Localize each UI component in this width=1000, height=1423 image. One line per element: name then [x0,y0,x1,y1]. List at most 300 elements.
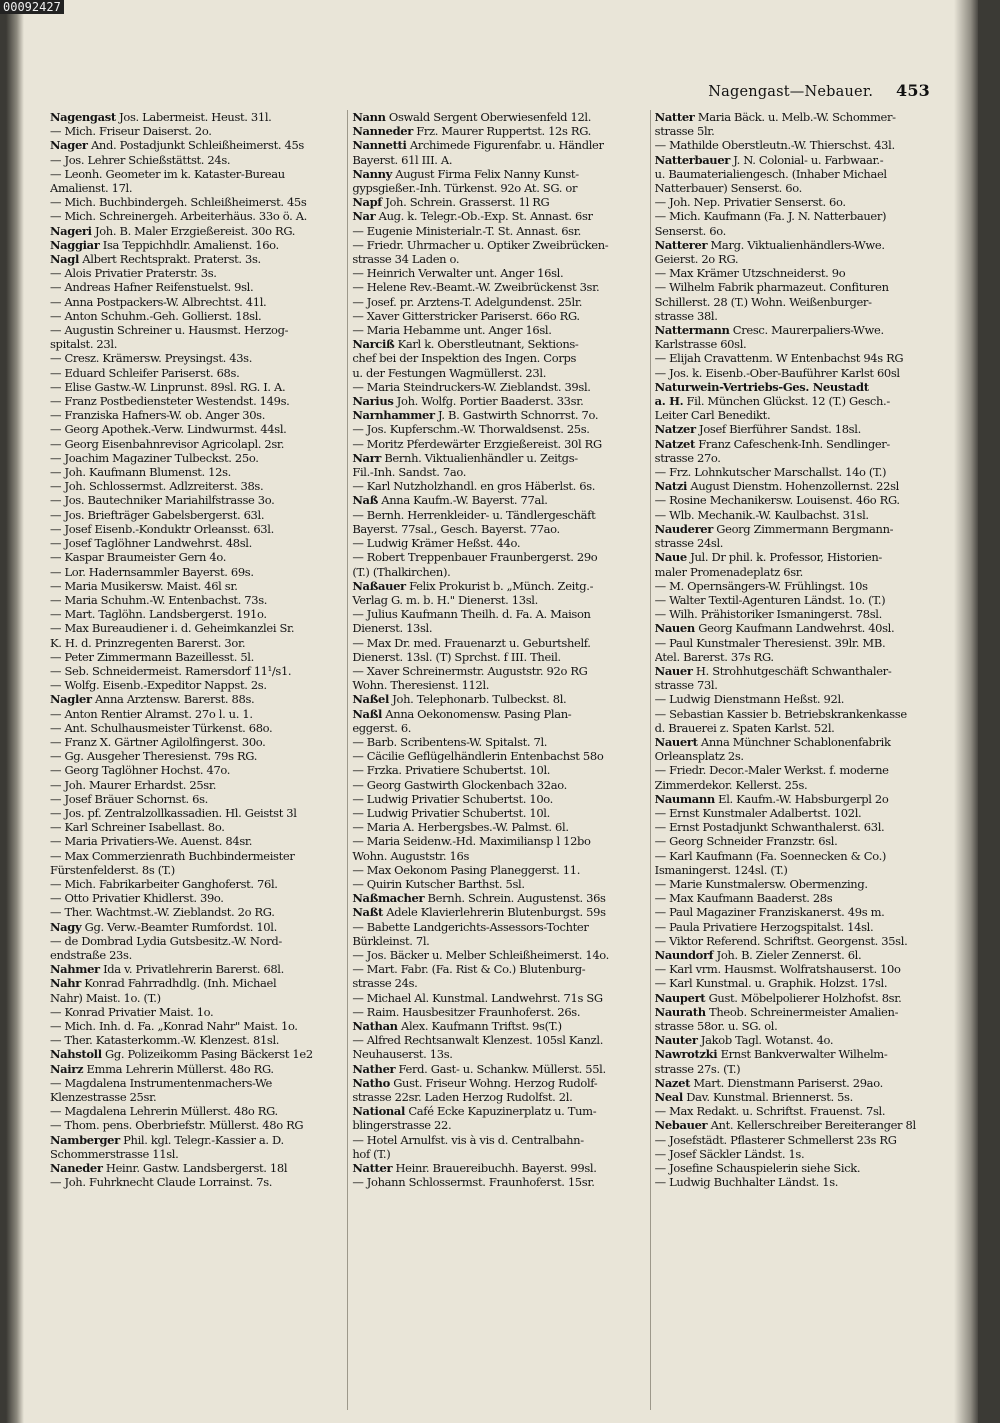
entry-details: Adele Klavierlehrerin Blutenburgst. 59s [382,905,606,920]
entry-details: Oswald Sergent Oberwiesenfeld 12l. [385,110,592,124]
directory-entry-line [655,238,946,252]
entry-surname: Nar [352,209,376,224]
entry-details: — Maria Schuhm.-W. Entenbachst. 73s. [50,592,268,607]
entry-details: — Kaspar Braumeister Gern 4o. [50,550,227,565]
entry-details: Jakob Tagl. Wotanst. 4o. [697,1033,834,1048]
entry-details: — Elijah Cravattenm. W Entenbachst 94s RG [654,351,904,366]
entry-details: — Babette Landgerichts-Assessors-Tochter [352,919,589,934]
entry-details: Geierst. 2o RG. [654,252,739,267]
entry-details: Karl k. Oberstleutnant, Sektions- [394,337,579,352]
entry-details: Alex. Kaufmann Triftst. 9s(T.) [397,1019,562,1033]
entry-surname: Naß [352,493,378,508]
directory-entry-line [50,934,341,948]
directory-entry-line [352,465,643,479]
directory-entry-line [50,266,341,280]
entry-details: — Karl Schreiner Isabellast. 8o. [50,820,225,835]
entry-surname: Nannetti [352,138,407,153]
directory-entry-line [50,891,341,905]
directory-entry-line [352,508,643,522]
directory-entry-line [655,309,946,323]
directory-entry-line [352,565,643,579]
directory-entry-line [655,664,946,678]
directory-entry-line [655,579,946,593]
directory-entry-line [352,905,643,919]
directory-entry-line [655,479,946,493]
directory-entry-line [50,650,341,664]
directory-entry-line [352,707,643,721]
entry-details: — M. Opernsängers-W. Frühlingst. 10s [654,578,868,593]
entry-details: — Jos. Kupferschm.-W. Thorwaldsenst. 25s. [352,422,590,437]
directory-entry-line [352,1047,643,1061]
entry-details: — Leonh. Geometer im k. Kataster-Bureau [50,166,285,181]
entry-surname: Nattermann [654,323,730,338]
entry-details: Leiter Carl Benedikt. [654,408,771,423]
directory-entry-line [50,565,341,579]
directory-entry-line [352,280,643,294]
entry-details: — Maria Privatiers-We. Auenst. 84sr. [50,834,253,849]
directory-entry-line [352,351,643,365]
directory-entry-line [352,891,643,905]
directory-entry-line [655,1118,946,1132]
directory-entry-line [655,522,946,536]
directory-entry-line [655,1175,946,1189]
directory-entry-line [352,124,643,138]
entry-details: K. H. d. Prinzregenten Barerst. 3or. [50,635,246,650]
entry-details: — Sebastian Kassier b. Betriebskrankenkasse [654,706,907,721]
entry-details: — Mart. Taglöhn. Landsbergerst. 191o. [50,607,267,622]
entry-details: — Josef Säckler Ländst. 1s. [654,1146,805,1161]
entry-details: Bernh. Schrein. Augustenst. 36s [424,891,606,906]
entry-details: Isa Teppichhdlr. Amalienst. 16o. [99,237,279,252]
entry-details: — Josefine Schauspielerin siehe Sick. [654,1161,861,1176]
entry-details: Felix Prokurist b. „Münch. Zeitg.- [405,578,594,593]
directory-entry-line [352,437,643,451]
directory-entry-line [352,778,643,792]
directory-entry-line [352,607,643,621]
directory-entry-line [655,195,946,209]
entry-details: Anna Arztensw. Barerst. 88s. [91,692,255,707]
entry-details: — Josef Eisenb.-Konduktr Orleansst. 63l. [50,521,274,536]
entry-details: Schommerstrasse 11sl. [50,1146,179,1161]
entry-details: strasse 73l. [654,678,718,693]
entry-surname: Nairz [50,1061,84,1076]
directory-entry-line [655,891,946,905]
directory-entry-line [50,579,341,593]
directory-entry-line [50,991,341,1005]
directory-entry-line [50,153,341,167]
entry-details: — Otto Privatier Khidlerst. 39o. [50,891,224,906]
entry-details: — Maria Hebamme unt. Anger 16sl. [352,323,552,338]
directory-entry-line [352,948,643,962]
entry-details: Joh. Schrein. Grasserst. 1l RG [381,195,550,210]
directory-entry-line [50,834,341,848]
directory-entry-line [655,1062,946,1076]
entry-details: Verlag G. m. b. H." Dienerst. 13sl. [352,592,538,607]
directory-entry-line [655,905,946,919]
entry-details: — Magdalena Instrumentenmachers-We [50,1075,272,1090]
directory-entry-line [655,1076,946,1090]
directory-entry-line [655,252,946,266]
entry-details: — Ther. Katasterkomm.-W. Klenzest. 81sl. [50,1033,280,1048]
directory-entry-line [655,962,946,976]
entry-details: Zimmerdekor. Kellerst. 25s. [654,777,808,792]
entry-details: Natterbauer) Senserst. 6o. [654,181,802,196]
directory-entry-line [352,479,643,493]
directory-entry-line [655,124,946,138]
entry-surname: Naßel [352,692,389,707]
entry-details: hof (T.) [352,1146,391,1161]
entry-details: — Michael Al. Kunstmal. Landwehrst. 71s SG [352,990,603,1005]
running-head [708,81,930,100]
directory-entry-line [352,1161,643,1175]
directory-entry-line [352,593,643,607]
directory-entry-line [352,806,643,820]
directory-entry-line [352,323,643,337]
directory-entry-line [50,877,341,891]
directory-entry-line [50,678,341,692]
entry-details: — Max Redakt. u. Schriftst. Frauenst. 7sl. [654,1104,886,1119]
entry-details: strasse 38l. [654,308,718,323]
entry-details: — Bernh. Herrenkleider- u. Tändlergeschäft [352,507,596,522]
entry-surname: Narr [352,450,382,465]
directory-entry-line [655,295,946,309]
directory-entry-line [50,110,341,124]
directory-entry-line [50,422,341,436]
directory-entry-line [50,1161,341,1175]
directory-entry-line [655,934,946,948]
entry-details: Anna Münchner Schablonenfabrik [697,734,891,749]
entry-details: — Mich. Friseur Daiserst. 2o. [50,124,212,139]
directory-entry-line [655,778,946,792]
directory-entry-line [352,110,643,124]
directory-entry-line [655,408,946,422]
entry-details: Klenzestrasse 25sr. [50,1090,157,1105]
entry-details: — Ernst Kunstmaler Adalbertst. 102l. [654,805,862,820]
entry-details: Joh. B. Maler Erzgießereist. 30o RG. [91,223,296,238]
directory-entry-line [655,224,946,238]
entry-details: Fürstenfelderst. 8s (T.) [50,862,175,877]
entry-details: spitalst. 23l. [50,337,117,352]
directory-entry-line [50,238,341,252]
entry-details: Gg. Polizeikomm Pasing Bäckerst 1e2 [101,1047,313,1062]
entry-details: — Maria A. Herbergsbes.-W. Palmst. 6l. [352,820,569,835]
directory-entry-line [352,962,643,976]
entry-details: strasse 58or. u. SG. ol. [654,1019,778,1033]
directory-entry-line [50,195,341,209]
entry-details: — Joh. Schlossermst. Adlzreiterst. 38s. [50,479,264,494]
directory-entry-line [352,820,643,834]
directory-entry-line [50,976,341,990]
directory-entry-line [50,820,341,834]
page-gutter-shadow [6,0,24,1423]
directory-entry-line [655,1019,946,1033]
directory-entry-line [655,749,946,763]
directory-entry-line [655,451,946,465]
entry-details: Archimede Figurenfabr. u. Händler [406,138,604,153]
entry-details: Ida v. Privatlehrerin Barerst. 68l. [99,962,284,977]
directory-entry-line [655,976,946,990]
directory-entry-line [655,508,946,522]
entry-details: — Ludwig Privatier Schubertst. 10l. [352,805,550,820]
directory-entry-line [352,877,643,891]
entry-details: — Jos. pf. Zentralzollkassadien. Hl. Geistst 3l [50,805,297,820]
directory-entry-line [50,351,341,365]
entry-details: — Walter Textil-Agenturen Ländst. 1o. (T.) [654,592,886,607]
directory-entry-line [655,607,946,621]
running-head-range: Nagengast—Nebauer. [708,84,874,100]
directory-entry-line [352,749,643,763]
entry-details: El. Kaufm.-W. Habsburgerpl 2o [714,791,889,806]
directory-entry-line [352,849,643,863]
directory-entry-line [352,920,643,934]
entry-details: — Wilh. Prähistoriker Ismaningerst. 78sl. [654,607,882,622]
entry-surname: Naundorf [654,947,714,962]
directory-entry-line [50,536,341,550]
directory-entry-line [50,1005,341,1019]
directory-entry-line [655,465,946,479]
entry-details: — Eugenie Ministerialr.-T. St. Annast. 6sr. [352,223,581,238]
entry-details: — Robert Treppenbauer Fraunbergerst. 29o [352,550,598,565]
entry-surname: Napf [352,195,382,210]
entry-surname: a. H. [654,394,684,409]
directory-entry-line [655,692,946,706]
directory-entry-line [352,337,643,351]
directory-entry-line [352,792,643,806]
directory-entry-line [50,479,341,493]
directory-entry-line [352,422,643,436]
directory-entry-line [655,621,946,635]
directory-entry-line [50,1062,341,1076]
entry-details: Dienerst. 13sl. (T) Sprchst. f III. Theil. [352,649,561,664]
directory-entry-line [50,224,341,238]
entry-details: — Georg Eisenbahnrevisor Agricolapl. 2sr. [50,436,285,451]
directory-entry-line [655,636,946,650]
entry-details: — Karl Nutzholzhandl. en gros Häberlst. 6s. [352,479,596,494]
entry-surname: National [352,1104,406,1119]
entry-details: — Joh. Nep. Privatier Senserst. 6o. [654,195,846,210]
entry-details: — Elise Gastw.-W. Linprunst. 89sl. RG. I. A. [50,379,286,394]
directory-entry-line [352,493,643,507]
entry-details: — Anton Schuhm.-Geh. Gollierst. 18sl. [50,308,262,323]
directory-entry-line [50,337,341,351]
directory-entry-line [50,124,341,138]
directory-entry-line [352,309,643,323]
entry-surname: Narciß [352,337,395,352]
directory-entry-line [352,224,643,238]
directory-entry-line [50,209,341,223]
directory-entry-line [50,380,341,394]
entry-details: Georg Kaufmann Landwehrst. 40sl. [694,621,895,636]
directory-entry-line [50,806,341,820]
directory-entry-line [655,1104,946,1118]
entry-surname: Nahmer [50,962,100,977]
entry-details: strasse 24s. [352,976,418,991]
directory-entry-line [50,1133,341,1147]
entry-surname: Naue [654,550,687,565]
entry-details: — Mathilde Oberstleutn.-W. Thierschst. 43l. [654,138,895,153]
entry-details: — Josef Taglöhner Landwehrst. 48sl. [50,536,252,551]
entry-surname: Naturwein-Vertriebs-Ges. Neustadt [654,379,869,394]
entry-surname: Nagy [50,919,82,934]
entry-surname: Nazet [654,1075,691,1090]
directory-entry-line [50,749,341,763]
entry-details: Schillerst. 28 (T.) Wohn. Weißenburger- [654,294,872,309]
directory-entry-line [655,650,946,664]
directory-entry-line [352,451,643,465]
entry-details: — Josef. pr. Arztens-T. Adelgundenst. 25lr. [352,294,583,309]
entry-details: — Josef Bräuer Schornst. 6s. [50,791,208,806]
entry-details: u. Baumaterialiengesch. (Inhaber Michael [654,166,887,181]
entry-details: Marg. Viktualienhändlers-Wwe. [707,237,885,252]
directory-entry-line [352,238,643,252]
entry-surname: Natter [654,110,695,124]
directory-entry-line [655,366,946,380]
entry-details: blingerstrasse 22. [352,1118,452,1133]
entry-details: — Franz Postbediensteter Westendst. 149s. [50,394,290,409]
entry-details: — Thom. pens. Oberbriefstr. Müllerst. 48o RG [50,1118,304,1133]
directory-entry-line [50,636,341,650]
directory-entry-line [50,962,341,976]
entry-details: — Rosine Mechanikersw. Louisenst. 46o RG. [654,493,900,508]
entry-surname: Nagengast [50,110,116,124]
entry-details: — Friedr. Decor.-Maler Werkst. f. moderne [654,763,889,778]
directory-entry-line [655,991,946,1005]
entry-details: — Mich. Buchbindergeh. Schleißheimerst. 45s [50,195,307,210]
entry-surname: Natzi [654,479,688,494]
entry-details: Heinr. Gastw. Landsbergerst. 18l [102,1161,288,1176]
entry-details: d. Brauerei z. Spaten Karlst. 52l. [654,720,835,735]
directory-entry-line [352,209,643,223]
entry-details: — Heinrich Verwalter unt. Anger 16sl. [352,266,564,281]
entry-details: Theob. Schreinermeister Amalien- [705,1004,899,1019]
entry-details: — Seb. Schneidermeist. Ramersdorf 11¹/s1. [50,663,292,678]
entry-details: — Karl Kaufmann (Fa. Soennecken & Co.) [654,848,887,863]
directory-entry-line [352,1090,643,1104]
directory-entry-line [655,1033,946,1047]
entry-details: Dienerst. 13sl. [352,621,433,636]
directory-entry-line [655,877,946,891]
entry-details: Josef Bierführer Sandst. 18sl. [695,422,861,437]
entry-details: — Karl Kunstmal. u. Graphik. Holzst. 17sl. [654,976,888,991]
entry-details: — Paul Magaziner Franziskanerst. 49s m. [654,905,885,920]
directory-entry-line [655,820,946,834]
directory-entry-line [352,153,643,167]
entry-details: strasse 27o. [654,450,721,465]
column-2 [347,110,643,1410]
entry-details: strasse 24sl. [654,536,724,551]
directory-entry-line [352,1104,643,1118]
directory-entry-line [352,991,643,1005]
directory-entry-line [352,366,643,380]
entry-details: strasse 5lr. [654,124,715,139]
directory-entry-line [50,1047,341,1061]
directory-entry-line [655,1090,946,1104]
entry-details: — Karl vrm. Hausmst. Wolfratshauserst. 10o [654,962,901,977]
entry-details: — Cresz. Krämersw. Preysingst. 43s. [50,351,253,366]
entry-details: — Mich. Fabrikarbeiter Ganghoferst. 76l. [50,876,278,891]
entry-details: Franz Cafeschenk-Inh. Sendlinger- [695,436,890,451]
entry-details: — Joh. Fuhrknecht Claude Lorrainst. 7s. [50,1175,273,1190]
entry-details: Ant. Kellerschreiber Bereiteranger 8l [707,1118,916,1133]
directory-entry-line [655,1147,946,1161]
directory-entry-line [655,380,946,394]
entry-details: — Maria Musikersw. Maist. 46l sr. [50,578,238,593]
directory-entry-line [352,678,643,692]
entry-details: — Gg. Ausgeher Theresienst. 79s RG. [50,749,258,764]
directory-entry-line [50,408,341,422]
entry-details: Maria Bäck. u. Melb.-W. Schommer- [694,110,896,124]
directory-entry-line [50,1175,341,1189]
directory-entry-line [352,408,643,422]
entry-surname: Nanny [352,166,392,181]
entry-details: — Alois Privatier Praterstr. 3s. [50,266,217,281]
directory-entry-line [352,692,643,706]
entry-details: — Ludwig Dienstmann Heßst. 92l. [654,692,845,707]
directory-entry-line [655,678,946,692]
entry-surname: Nageri [50,223,92,238]
entry-details: maler Promenadeplatz 6sr. [654,564,803,579]
entry-details: — Josefstädt. Pflasterer Schmellerst 23s RG [654,1132,897,1147]
directory-entry-line [50,707,341,721]
directory-entry-line [352,721,643,735]
entry-details: — Mich. Schreinergeh. Arbeiterhäus. 33o ö. A. [50,209,307,224]
directory-entry-line [655,763,946,777]
directory-entry-line [655,280,946,294]
directory-entry-line [50,465,341,479]
entry-details: Joh. B. Zieler Zennerst. 6l. [713,947,862,962]
entry-details: gypsgießer.-Inh. Türkenst. 92o At. SG. or [352,181,578,196]
entry-details: Atel. Barerst. 37s RG. [654,649,774,664]
directory-entry-line [655,266,946,280]
entry-details: — Xaver Gitterstricker Pariserst. 66o RG. [352,308,580,323]
directory-entry-line [655,565,946,579]
entry-details: — Jos. Lehrer Schießstättst. 24s. [50,152,231,167]
directory-entry-line [50,1147,341,1161]
entry-details: — Konrad Privatier Maist. 1o. [50,1004,214,1019]
directory-entry-line [655,806,946,820]
entry-details: — Franz X. Gärtner Agilolfingerst. 30o. [50,734,266,749]
entry-surname: Natzet [654,436,695,451]
directory-entry-line [655,536,946,550]
entry-surname: Nahr [50,976,81,991]
page-number: 453 [896,81,930,100]
entry-surname: Nann [352,110,386,124]
entry-details: Amalienst. 17l. [50,181,133,196]
entry-details: — Helene Rev.-Beamt.-W. Zweibrückenst 3sr. [352,280,600,295]
entry-surname: Natho [352,1075,390,1090]
entry-surname: Nauter [654,1033,698,1048]
directory-entry-line [50,763,341,777]
entry-surname: Natterbauer [654,152,730,167]
directory-entry-line [352,1033,643,1047]
entry-details: eggerst. 6. [352,720,412,735]
directory-entry-line [352,167,643,181]
entry-details: — Mart. Fabr. (Fa. Rist & Co.) Blutenburg- [352,962,586,977]
directory-entry-line [352,1019,643,1033]
directory-entry-line [50,778,341,792]
directory-entry-line [352,863,643,877]
entry-details: — Peter Zimmermann Bazeillesst. 5l. [50,649,254,664]
directory-entry-line [352,536,643,550]
entry-details: Albert Rechtsprakt. Praterst. 3s. [78,252,261,267]
entry-details: Ferd. Gast- u. Schankw. Müllerst. 55l. [395,1061,606,1076]
directory-entry-line [50,735,341,749]
directory-entry-line [50,621,341,635]
directory-entry-line [50,366,341,380]
page-edge-shadow [954,0,978,1423]
entry-details: Dav. Kunstmal. Briennerst. 5s. [682,1090,853,1105]
directory-entry-line [50,493,341,507]
